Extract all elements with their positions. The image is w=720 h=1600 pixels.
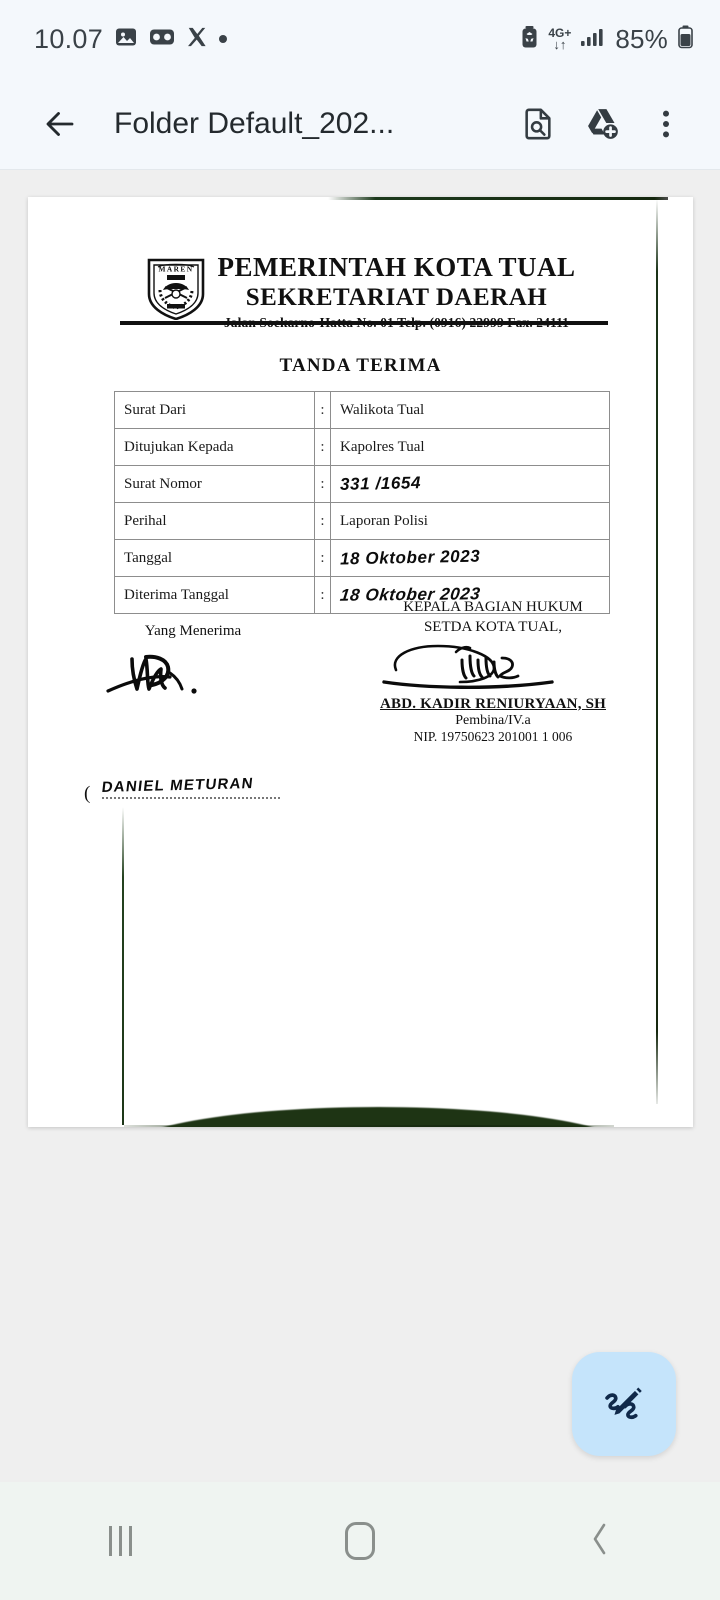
row-separator: : — [315, 466, 331, 503]
official-caption-line1: KEPALA BAGIAN HUKUM — [403, 599, 583, 615]
status-bar-left — [34, 24, 227, 55]
table-row — [115, 392, 610, 429]
open-paren: ( — [84, 783, 91, 805]
row-value — [331, 540, 610, 577]
table-row — [115, 466, 610, 503]
app-bar — [0, 78, 720, 170]
system-nav-bar — [0, 1482, 720, 1600]
official-nip: NIP. 19750623 201001 1 006 — [413, 728, 573, 744]
handwritten-signature-icon — [82, 643, 312, 713]
handwritten-value: 18 Oktober 2023 — [339, 546, 481, 569]
battery-icon — [677, 25, 694, 54]
letterhead-line2: SEKRETARIAT DAERAH — [245, 284, 548, 312]
handwritten-value: 18 Oktober 2023 — [338, 584, 482, 605]
row-label: Ditujukan Kepada — [115, 429, 315, 466]
dot-indicator-icon — [219, 35, 227, 43]
letterhead-line1: PEMERINTAH KOTA TUAL — [217, 252, 576, 282]
receiver-signature-area — [68, 641, 318, 711]
status-time: 10.07 — [34, 23, 104, 54]
row-separator: : — [315, 577, 331, 614]
document-title: TANDA TERIMA — [279, 355, 442, 376]
row-separator: : — [315, 540, 331, 577]
scan-edge-bottom — [118, 1107, 638, 1127]
letterhead — [28, 252, 693, 331]
back-icon — [586, 1521, 614, 1562]
signal-bars-icon — [580, 26, 606, 53]
receiver-name: DANIEL METURAN — [100, 775, 255, 797]
network-type-label: 4G+ — [548, 26, 572, 40]
receipt-table — [114, 391, 610, 614]
home-button[interactable] — [300, 1482, 420, 1600]
scan-edge-bottom-line — [124, 1125, 614, 1127]
add-to-drive-icon[interactable] — [570, 92, 634, 156]
row-label: Surat Nomor — [115, 466, 315, 503]
recents-button[interactable] — [60, 1482, 180, 1600]
table-row — [115, 429, 610, 466]
official-caption-line2: SETDA KOTA TUAL, — [423, 619, 563, 636]
table-row — [115, 540, 610, 577]
status-bar — [0, 0, 720, 78]
row-label: Diterima Tanggal — [115, 577, 315, 614]
data-transfer-arrows: ↓↑ — [553, 37, 567, 52]
back-arrow-icon[interactable] — [28, 92, 92, 156]
official-rank: Pembina/IV.a — [455, 712, 531, 728]
dotted-line — [102, 797, 280, 799]
signature-block-receiver — [68, 621, 318, 805]
receipt-table-body — [115, 392, 610, 614]
official-signature-area — [328, 638, 658, 696]
row-separator: : — [315, 429, 331, 466]
scan-edge-left — [122, 807, 124, 1125]
home-icon — [345, 1522, 375, 1560]
table-row — [115, 503, 610, 540]
kota-tual-emblem-icon — [145, 254, 207, 320]
row-value — [331, 466, 610, 503]
row-separator: : — [315, 392, 331, 429]
page-title: Folder Default_202... — [114, 106, 395, 140]
photos-icon — [114, 25, 138, 54]
voicemail-icon — [149, 25, 175, 54]
row-label: Tanggal — [115, 540, 315, 577]
back-button[interactable] — [540, 1482, 660, 1600]
row-value: Walikota Tual — [331, 392, 610, 429]
x-twitter-icon — [186, 26, 208, 53]
document-search-icon[interactable] — [506, 92, 570, 156]
receiver-caption: Yang Menerima — [144, 623, 242, 639]
receiver-name-line — [68, 711, 318, 805]
official-name: ABD. KADIR RENIURYAAN, SH — [379, 695, 607, 712]
annotate-signature-icon — [598, 1378, 650, 1430]
letterhead-text — [217, 252, 575, 331]
battery-saver-icon — [520, 25, 539, 54]
scan-edge-top — [328, 197, 668, 200]
signature-section — [28, 597, 693, 805]
row-value: Laporan Polisi — [331, 503, 610, 540]
more-options-icon[interactable] — [634, 92, 698, 156]
handwritten-signature-icon — [366, 640, 616, 698]
row-value: Kapolres Tual — [331, 429, 610, 466]
scanned-document-page[interactable] — [28, 197, 693, 1127]
svg-text:MAREN: MAREN — [159, 264, 194, 274]
handwritten-value: 331 /1654 — [339, 473, 422, 494]
network-type-indicator — [548, 27, 571, 51]
row-label: Perihal — [115, 503, 315, 540]
recents-icon — [109, 1526, 132, 1556]
row-label: Surat Dari — [115, 392, 315, 429]
row-separator: : — [315, 503, 331, 540]
annotate-fab-button[interactable] — [572, 1352, 676, 1456]
battery-percent-label: 85% — [615, 23, 668, 54]
status-bar-right — [520, 24, 694, 55]
letterhead-divider — [120, 321, 608, 325]
signature-block-official — [328, 597, 658, 745]
